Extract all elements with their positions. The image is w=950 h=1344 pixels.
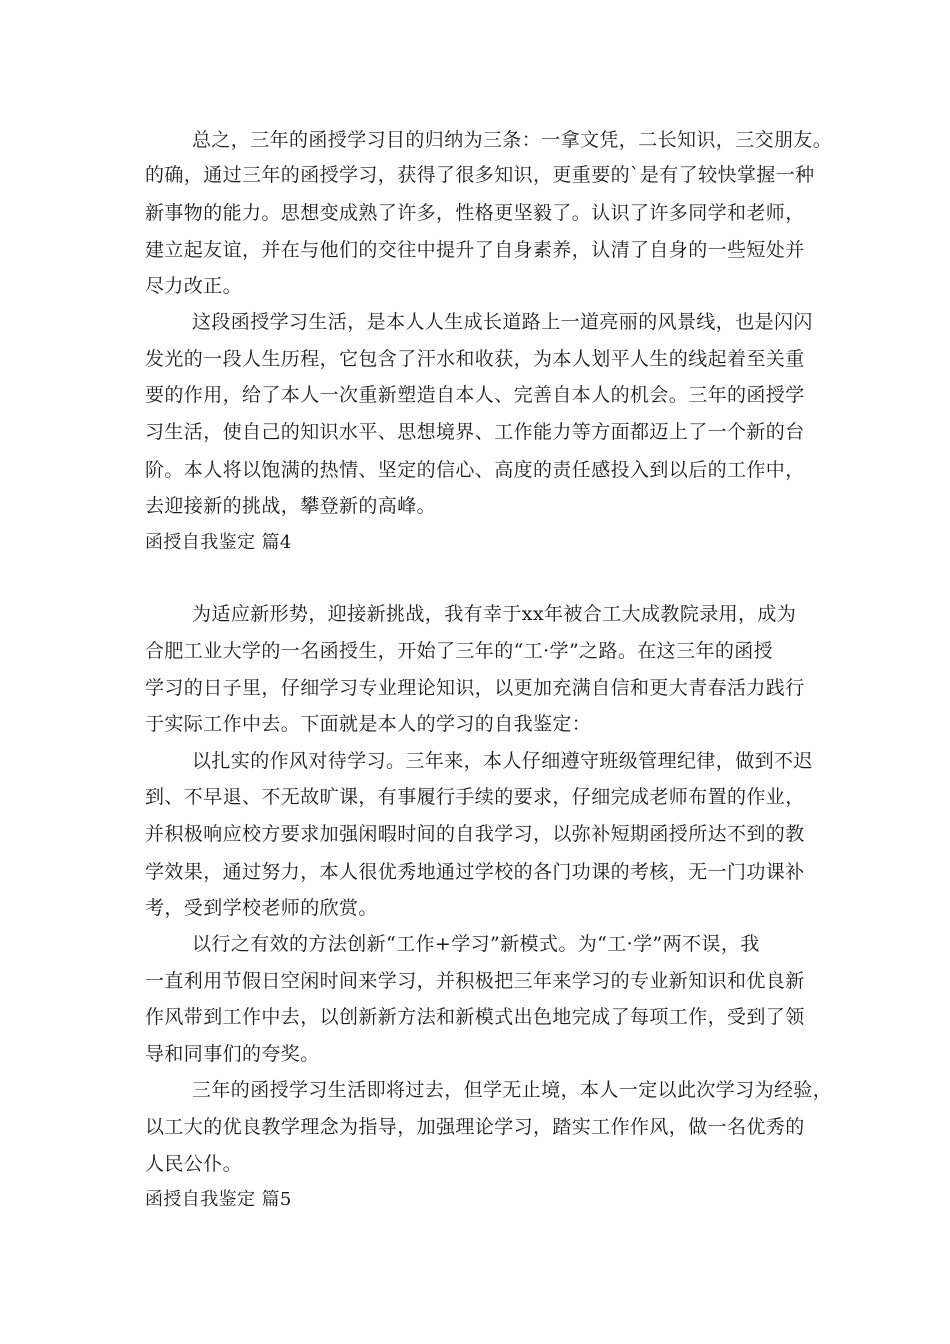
paragraph-5-line-1: 以行之有效的方法创新“工作+学习”新模式。为“工·学”两不误，我 xyxy=(192,933,760,955)
paragraph-3-line-4: 于实际工作中去。下面就是本人的学习的自我鉴定： xyxy=(145,713,592,735)
paragraph-6-line-1: 三年的函授学习生活即将过去，但学无止境，本人一定以此次学习为经验， xyxy=(192,1079,833,1101)
paragraph-1-line-4: 建立起友谊，并在与他们的交往中提升了自身素养，认清了自身的一些短处并 xyxy=(145,239,805,261)
paragraph-2-line-5: 阶。本人将以饱满的热情、坚定的信心、高度的责任感投入到以后的工作中， xyxy=(145,459,805,481)
paragraph-5-line-2: 一直利用节假日空闲时间来学习，并积极把三年来学习的专业新知识和优良新 xyxy=(145,970,805,992)
paragraph-3-line-2: 合肥工业大学的一名函授生，开始了三年的“工·学”之路。在这三年的函授 xyxy=(145,640,774,662)
paragraph-3-line-1: 为适应新形势，迎接新挑战，我有幸于xx年被合工大成教院录用，成为 xyxy=(192,603,797,625)
paragraph-4-line-1: 以扎实的作风对待学习。三年来，本人仔细遵守班级管理纪律，做到不迟 xyxy=(192,750,813,772)
paragraph-4-line-3: 并积极响应校方要求加强闲暇时间的自我学习，以弥补短期函授所达不到的教 xyxy=(145,823,805,845)
paragraph-5-line-3: 作风带到工作中去，以创新新方法和新模式出色地完成了每项工作，受到了领 xyxy=(145,1006,805,1028)
paragraph-1-line-5: 尽力改正。 xyxy=(145,275,243,297)
section-heading-4: 函授自我鉴定 篇4 xyxy=(145,532,292,553)
paragraph-3-line-3: 学习的日子里，仔细学习专业理论知识，以更加充满自信和更大青春活力践行 xyxy=(145,677,805,699)
paragraph-5-line-4: 导和同事们的夸奖。 xyxy=(145,1043,320,1065)
paragraph-2-line-4: 习生活，使自己的知识水平、思想境界、工作能力等方面都迈上了一个新的台 xyxy=(145,421,805,443)
paragraph-4-line-4: 学效果，通过努力，本人很优秀地通过学校的各门功课的考核，无一门功课补 xyxy=(145,861,805,883)
section-heading-5: 函授自我鉴定 篇5 xyxy=(145,1189,292,1210)
paragraph-4-line-5: 考，受到学校老师的欣赏。 xyxy=(145,897,378,919)
paragraph-1-line-3: 新事物的能力。思想变成熟了许多，性格更坚毅了。认识了许多同学和老师， xyxy=(145,202,805,224)
paragraph-6-line-3: 人民公仆。 xyxy=(145,1153,243,1175)
paragraph-4-line-2: 到、不早退、不无故旷课，有事履行手续的要求，仔细完成老师布置的作业， xyxy=(145,786,805,808)
paragraph-2-line-6: 去迎接新的挑战，攀登新的高峰。 xyxy=(145,495,437,517)
paragraph-6-line-2: 以工大的优良教学理念为指导，加强理论学习，踏实工作作风，做一名优秀的 xyxy=(145,1116,805,1138)
paragraph-1-line-2: 的确，通过三年的函授学习，获得了很多知识，更重要的`是有了较快掌握一种 xyxy=(145,164,815,186)
paragraph-2-line-3: 要的作用，给了本人一次重新塑造自本人、完善自本人的机会。三年的函授学 xyxy=(145,384,805,406)
paragraph-1-line-1: 总之，三年的函授学习目的归纳为三条：一拿文凭，二长知识，三交朋友。 xyxy=(192,129,833,151)
paragraph-2-line-2: 发光的一段人生历程，它包含了汗水和收获，为本人划平人生的线起着至关重 xyxy=(145,348,805,370)
paragraph-2-line-1: 这段函授学习生活，是本人人生成长道路上一道亮丽的风景线，也是闪闪 xyxy=(192,311,813,333)
